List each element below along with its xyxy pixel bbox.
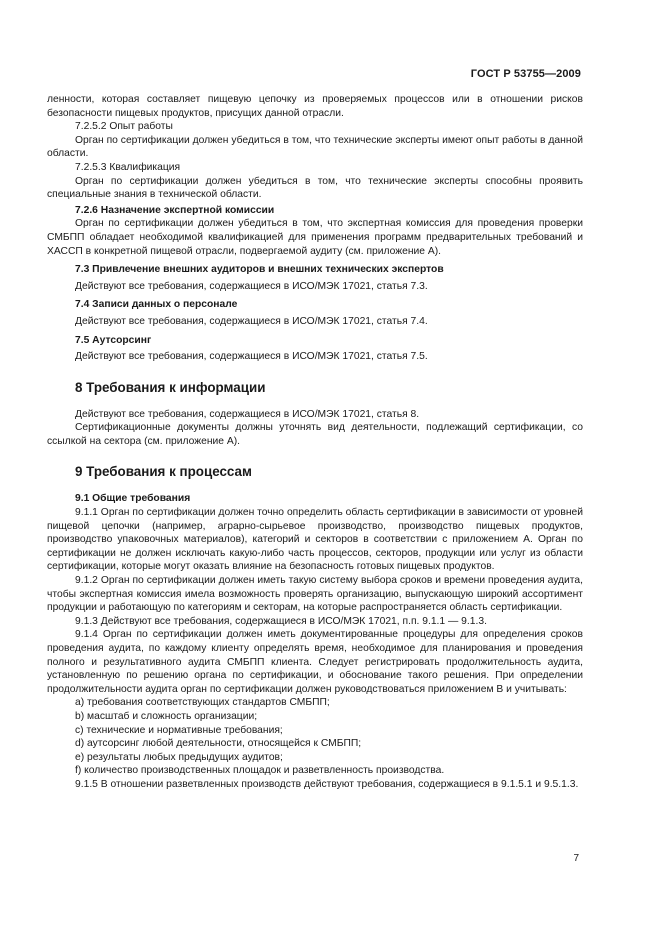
clause-7-4-title: 7.4 Записи данных о персонале <box>75 299 238 311</box>
section-8-text-1: Действуют все требования, содержащиеся в ИСО/МЭК 17021, статья 8. <box>75 408 420 420</box>
clause-7-2-5-3-text: Орган по сертификации должен убедиться в том, что технические эксперты способны проявить специальные знания в технической области. <box>47 175 583 201</box>
section-8-heading: 8 Требования к информации <box>75 379 266 395</box>
page-number: 7 <box>573 853 579 864</box>
paragraph-intro: ленности, которая составляет пищевую цепочку из проверяемых процессов или в отношении рисков безопасности пищевых продуктов, присущих данной отрасли. <box>47 94 583 119</box>
clause-7-2-5-3-title: 7.2.5.3 Квалификация <box>75 161 181 173</box>
list-item-b: b) масштаб и сложность организации; <box>75 710 258 722</box>
clause-9-1-5: 9.1.5 В отношении разветвленных производств действуют требования, содержащиеся в 9.1.5.1 и 9.5.1.3. <box>75 778 579 790</box>
clause-9-1-3: 9.1.3 Действуют все требования, содержащиеся в ИСО/МЭК 17021, п.п. 9.1.1 — 9.1.3. <box>75 615 487 627</box>
clause-9-1-2: 9.1.2 Орган по сертификации должен иметь такую систему выбора сроков и времени проведения аудита, чтобы экспертная комиссия имела возможность проверять организацию, выпускающую широкий ассортимент продукции и работающую по категориям и секторам, на которые распространяется область сертификации. <box>47 575 583 614</box>
clause-9-1-1: 9.1.1 Орган по сертификации должен точно определить область сертификации в зависимости от уровней пищевой цепочки (например, аграрно-сырьевое производство, производство пищевых продуктов, производство упаковочных материалов), категорий и секторов в соответствии с приложением А. Орган по сертификации не должен исключать какую-либо часть процессов, секторов, продукции или услуг из области сертификации, которые могут оказать влияние на безопасность готовых пищевых продуктов. <box>47 507 583 573</box>
clause-7-2-6-title: 7.2.6 Назначение экспертной комиссии <box>75 204 275 216</box>
clause-9-1-4: 9.1.4 Орган по сертификации должен иметь документированные процедуры для определения сроков проведения аудита, по каждому клиенту определять время, необходимое для планирования и проведения полного и результативного аудита СМБПП клиента. Следует регистрировать продолжительность аудита, установленную по решению органа по сертификации, и обоснование такого решения. При определении продолжительности аудита орган по сертификации должен руководствоваться приложением В и учитывать: <box>47 629 583 695</box>
clause-7-2-5-2-title: 7.2.5.2 Опыт работы <box>75 121 173 133</box>
clause-7-2-6-text: Орган по сертификации должен убедиться в том, что экспертная комиссия для проведения проверки СМБПП обладает необходимой квалификацией для применения программ предварительных требований и ХАССП в конкретной пищевой отрасли, подвергаемой аудиту (см. приложение А). <box>47 218 583 257</box>
document-code: ГОСТ Р 53755—2009 <box>470 68 581 80</box>
clause-7-5-title: 7.5 Аутсорсинг <box>75 334 152 346</box>
section-8-text-2: Сертификационные документы должны уточнять вид деятельности, подлежащий сертификации, со ссылкой на сектора (см. приложение А). <box>47 422 583 447</box>
clause-7-2-5-2-text: Орган по сертификации должен убедиться в том, что технические эксперты имеют опыт работы в данной области. <box>47 134 583 160</box>
clause-7-5-text: Действуют все требования, содержащиеся в ИСО/МЭК 17021, статья 7.5. <box>75 351 428 363</box>
clause-7-3-title: 7.3 Привлечение внешних аудиторов и внешних технических экспертов <box>75 264 444 276</box>
clause-9-1-title: 9.1 Общие требования <box>75 493 191 505</box>
section-9-heading: 9 Требования к процессам <box>75 464 252 480</box>
list-item-e: e) результаты любых предыдущих аудитов; <box>75 751 283 763</box>
list-item-a: a) требования соответствующих стандартов СМБПП; <box>75 697 330 709</box>
clause-7-4-text: Действуют все требования, содержащиеся в ИСО/МЭК 17021, статья 7.4. <box>75 315 428 327</box>
page-body <box>47 93 583 792</box>
list-item-c: c) технические и нормативные требования; <box>75 724 283 736</box>
clause-7-3-text: Действуют все требования, содержащиеся в ИСО/МЭК 17021, статья 7.3. <box>75 280 428 292</box>
list-item-f: f) количество производственных площадок и разветвленность производства. <box>75 765 445 777</box>
list-item-d: d) аутсорсинг любой деятельности, относящейся к СМБПП; <box>75 738 362 750</box>
